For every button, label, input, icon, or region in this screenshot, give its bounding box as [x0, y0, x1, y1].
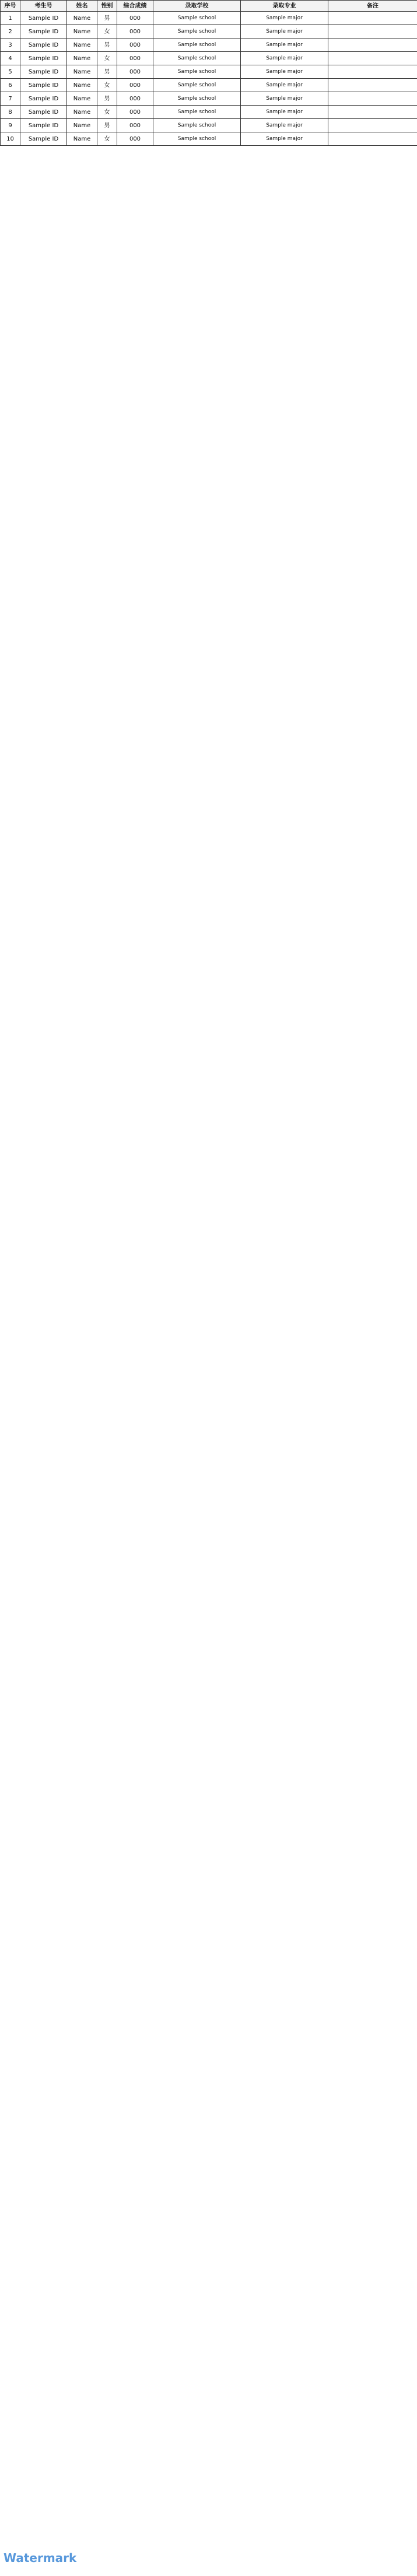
- table-row: [1, 65, 417, 79]
- table-row: [1, 132, 417, 146]
- cell-index: 8: [1, 106, 20, 119]
- header-cell-exam-id: 考生号: [20, 1, 67, 12]
- header-cell-index: 序号: [1, 1, 20, 12]
- cell-sex: 女: [97, 132, 117, 146]
- cell-name: Name: [67, 38, 97, 52]
- cell-score: 000: [117, 92, 153, 106]
- header-cell-major: 录取专业: [241, 1, 328, 12]
- cell-sex: 女: [97, 25, 117, 38]
- cell-name: Name: [67, 65, 97, 79]
- cell-score: 000: [117, 12, 153, 25]
- cell-note: [328, 92, 417, 106]
- cell-exam-id: Sample ID: [20, 52, 67, 65]
- cell-index: 4: [1, 52, 20, 65]
- table-row: [1, 25, 417, 38]
- header-cell-name: 姓名: [67, 1, 97, 12]
- table-header: [1, 1, 417, 12]
- cell-score: 000: [117, 79, 153, 92]
- cell-sex: 男: [97, 12, 117, 25]
- cell-name: Name: [67, 79, 97, 92]
- cell-sex: 男: [97, 65, 117, 79]
- cell-exam-id: Sample ID: [20, 38, 67, 52]
- cell-exam-id: Sample ID: [20, 92, 67, 106]
- cell-school: Sample school: [153, 38, 241, 52]
- cell-sex: 女: [97, 79, 117, 92]
- cell-major: Sample major: [241, 79, 328, 92]
- cell-major: Sample major: [241, 65, 328, 79]
- cell-exam-id: Sample ID: [20, 12, 67, 25]
- cell-exam-id: Sample ID: [20, 132, 67, 146]
- cell-note: [328, 12, 417, 25]
- cell-index: 3: [1, 38, 20, 52]
- cell-school: Sample school: [153, 12, 241, 25]
- table-row: [1, 79, 417, 92]
- cell-index: 2: [1, 25, 20, 38]
- cell-score: 000: [117, 132, 153, 146]
- cell-name: Name: [67, 106, 97, 119]
- table-row: [1, 12, 417, 25]
- cell-exam-id: Sample ID: [20, 106, 67, 119]
- cell-score: 000: [117, 65, 153, 79]
- cell-name: Name: [67, 25, 97, 38]
- cell-name: Name: [67, 12, 97, 25]
- cell-score: 000: [117, 52, 153, 65]
- cell-note: [328, 25, 417, 38]
- cell-sex: 男: [97, 92, 117, 106]
- cell-school: Sample school: [153, 52, 241, 65]
- cell-exam-id: Sample ID: [20, 25, 67, 38]
- cell-major: Sample major: [241, 92, 328, 106]
- cell-note: [328, 38, 417, 52]
- cell-score: 000: [117, 38, 153, 52]
- cell-note: [328, 132, 417, 146]
- cell-major: Sample major: [241, 132, 328, 146]
- cell-note: [328, 79, 417, 92]
- site-watermark-logo: [3, 2547, 91, 2569]
- cell-major: Sample major: [241, 12, 328, 25]
- cell-exam-id: Sample ID: [20, 119, 67, 132]
- cell-sex: 男: [97, 38, 117, 52]
- cell-note: [328, 52, 417, 65]
- table-row: [1, 106, 417, 119]
- table-row: [1, 52, 417, 65]
- cell-score: 000: [117, 119, 153, 132]
- admission-table: [0, 0, 417, 146]
- cell-index: 9: [1, 119, 20, 132]
- cell-school: Sample school: [153, 65, 241, 79]
- cell-note: [328, 106, 417, 119]
- cell-school: Sample school: [153, 79, 241, 92]
- header-row: [1, 1, 417, 12]
- cell-exam-id: Sample ID: [20, 65, 67, 79]
- cell-school: Sample school: [153, 25, 241, 38]
- table-row: [1, 92, 417, 106]
- table-row: [1, 38, 417, 52]
- cell-major: Sample major: [241, 25, 328, 38]
- header-cell-note: 备注: [328, 1, 417, 12]
- cell-name: Name: [67, 52, 97, 65]
- cell-name: Name: [67, 132, 97, 146]
- watermark-text: Watermark: [3, 2551, 77, 2565]
- header-cell-school: 录取学校: [153, 1, 241, 12]
- cell-index: 5: [1, 65, 20, 79]
- cell-sex: 女: [97, 106, 117, 119]
- cell-index: 1: [1, 12, 20, 25]
- cell-major: Sample major: [241, 38, 328, 52]
- cell-index: 6: [1, 79, 20, 92]
- cell-index: 10: [1, 132, 20, 146]
- cell-school: Sample school: [153, 132, 241, 146]
- cell-note: [328, 119, 417, 132]
- cell-school: Sample school: [153, 119, 241, 132]
- cell-exam-id: Sample ID: [20, 79, 67, 92]
- cell-score: 000: [117, 106, 153, 119]
- cell-name: Name: [67, 92, 97, 106]
- cell-score: 000: [117, 25, 153, 38]
- table-row: [1, 119, 417, 132]
- cell-index: 7: [1, 92, 20, 106]
- cell-major: Sample major: [241, 106, 328, 119]
- header-cell-sex: 性别: [97, 1, 117, 12]
- cell-sex: 男: [97, 119, 117, 132]
- cell-major: Sample major: [241, 119, 328, 132]
- table-body: [1, 12, 417, 146]
- cell-school: Sample school: [153, 92, 241, 106]
- header-cell-score: 综合成绩: [117, 1, 153, 12]
- cell-sex: 女: [97, 52, 117, 65]
- cell-school: Sample school: [153, 106, 241, 119]
- cell-name: Name: [67, 119, 97, 132]
- cell-major: Sample major: [241, 52, 328, 65]
- cell-note: [328, 65, 417, 79]
